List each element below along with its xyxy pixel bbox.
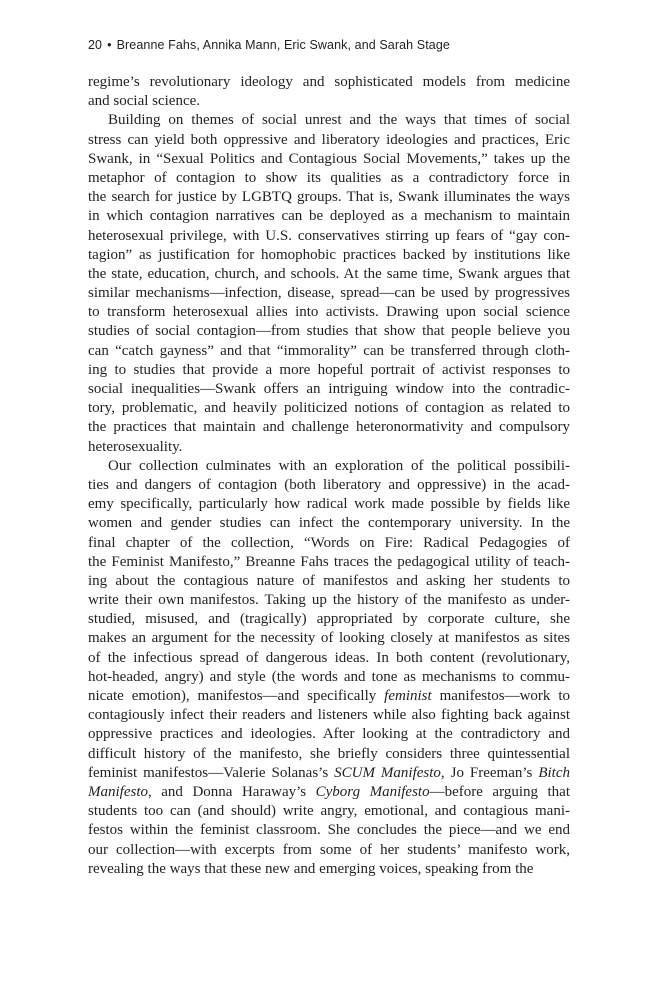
text-run: ties and dangers of contagion (both liberatory and oppressive) in the acad- <box>88 476 570 493</box>
text-line <box>88 303 570 322</box>
italic-text: Cyborg Manifesto <box>315 783 430 800</box>
text-run: studies of social contagion—from studies that show that people believe you <box>88 323 570 340</box>
text-line <box>88 342 570 361</box>
running-head <box>88 38 578 52</box>
text-run: of the infectious spread of dangerous ideas. In both content (revolutionary, <box>88 649 570 666</box>
text-run: Swank, in “Sexual Politics and Contagious Social Movements,” takes up the <box>88 150 570 167</box>
text-line <box>88 265 570 284</box>
paragraph <box>88 111 570 456</box>
text-line <box>88 207 570 226</box>
text-run: social inequalities—Swank offers an intriguing window into the contradic- <box>88 381 570 397</box>
text-run: the search for justice by LGBTQ groups. That is, Swank illuminates the ways <box>88 189 570 206</box>
paragraph <box>88 457 570 879</box>
text-line <box>88 706 570 725</box>
text-line <box>88 111 570 130</box>
text-run: feminist manifestos—Valerie Solanas’s <box>88 764 335 781</box>
text-run: , and Donna Haraway’s <box>148 783 316 800</box>
text-run: ing about the contagious nature of manifestos and asking her students to <box>88 572 570 589</box>
text-line <box>88 610 570 629</box>
text-run: the practices that maintain and challenge heteronormativity and compulsory <box>88 419 570 436</box>
text-run: contagiously infect their readers and listeners while also fighting back against <box>88 707 570 724</box>
text-line <box>88 131 570 150</box>
text-line <box>88 322 570 341</box>
text-run: revealing the ways that these new and emerging voices, speaking from the <box>88 860 534 877</box>
text-line <box>88 169 570 188</box>
text-run: manifestos—work to <box>431 688 570 704</box>
text-line <box>88 457 570 476</box>
text-line <box>88 361 570 380</box>
running-head-separator: • <box>107 38 112 52</box>
text-line <box>88 188 570 207</box>
text-run: heterosexuality. <box>88 438 183 455</box>
text-line <box>88 649 570 668</box>
text-line <box>88 687 570 706</box>
text-line <box>88 764 570 783</box>
text-line <box>88 745 570 764</box>
text-run: difficult history of the manifesto, she briefly considers three quintessential <box>88 745 570 762</box>
text-run: the state, education, church, and schools. At the same time, Swank argues that <box>88 265 570 282</box>
text-run: final chapter of the collection, “Words on Fire: Radical Pedagogies of <box>88 534 570 551</box>
text-line <box>88 534 570 553</box>
body-text <box>88 73 570 879</box>
text-line <box>88 495 570 514</box>
text-line <box>88 380 570 399</box>
text-line <box>88 668 570 687</box>
text-run: —before arguing that <box>429 783 571 800</box>
text-run: write their own manifestos. Taking up the history of the manifesto as under- <box>88 592 570 609</box>
text-run: metaphor of contagion to show its qualities as a contradictory force in <box>88 169 570 186</box>
text-run: festos within the feminist classroom. She concludes the piece—and we end <box>88 822 570 839</box>
text-run: tory, problematic, and heavily politicized notions of contagion as related to <box>88 400 570 417</box>
text-run: oppressive practices and ideologies. After looking at the contradictory and <box>88 726 570 743</box>
text-line <box>88 725 570 744</box>
text-line <box>88 150 570 169</box>
text-run: similar mechanisms—infection, disease, spread—can be used by progressives <box>88 285 570 302</box>
text-run: Building on themes of social unrest and the ways that times of social <box>108 112 570 129</box>
text-run: the Feminist Manifesto,” Breanne Fahs traces the pedagogical utility of teach- <box>88 553 570 570</box>
text-line <box>88 783 570 802</box>
text-line <box>88 438 570 457</box>
text-line <box>88 553 570 572</box>
page-number: 20 <box>88 38 103 52</box>
text-run: makes an argument for the necessity of looking closely at manifestos as sites <box>88 630 570 647</box>
text-line <box>88 821 570 840</box>
italic-text: Manifesto <box>88 783 148 800</box>
text-run: hot-headed, angry) and style (the words and tone as mechanisms to commu- <box>88 668 570 685</box>
text-run: emy specifically, particularly how radical work made possible by fields like <box>88 496 570 513</box>
text-run: women and gender studies can infect the contemporary university. In the <box>88 515 570 532</box>
text-run: nicate emotion), manifestos—and specifically <box>88 688 385 704</box>
paragraph <box>88 73 570 111</box>
text-line <box>88 860 570 879</box>
running-head-authors: Breanne Fahs, Annika Mann, Eric Swank, and Sarah Stage <box>116 38 450 52</box>
text-run: to transform heterosexual allies into activists. Drawing upon social science <box>88 304 570 321</box>
text-line <box>88 514 570 533</box>
text-line <box>88 73 570 92</box>
text-line <box>88 629 570 648</box>
text-line <box>88 284 570 303</box>
text-line <box>88 591 570 610</box>
text-run: and social science. <box>88 93 201 110</box>
text-run: can “catch gayness” and that “immorality” can be transferred through cloth- <box>88 342 570 359</box>
text-line <box>88 418 570 437</box>
italic-text: SCUM Manifesto <box>334 764 441 781</box>
italic-text: feminist <box>384 688 432 704</box>
text-run: students too can (and should) write angry, emotional, and contagious mani- <box>88 803 570 820</box>
text-line <box>88 92 570 111</box>
italic-text: Bitch <box>538 764 570 781</box>
text-run: , Jo Freeman’s <box>440 764 539 781</box>
text-run: heterosexual privilege, with U.S. conservatives stirring up fears of “gay con- <box>88 227 570 244</box>
text-line <box>88 802 570 821</box>
text-line <box>88 476 570 495</box>
text-line <box>88 841 570 860</box>
text-run: our collection—with excerpts from some of her students’ manifesto work, <box>88 841 570 858</box>
text-run: stress can yield both oppressive and liberatory ideologies and practices, Eric <box>88 131 570 148</box>
text-line <box>88 227 570 246</box>
text-run: Our collection culminates with an exploration of the political possibili- <box>108 457 570 474</box>
text-line <box>88 399 570 418</box>
text-line <box>88 246 570 265</box>
text-run: in which contagion narratives can be deployed as a mechanism to maintain <box>88 208 570 225</box>
text-run: tagion” as justification for homophobic practices backed by institutions like <box>88 246 570 263</box>
text-run: regime’s revolutionary ideology and sophisticated models from medicine <box>88 74 570 90</box>
text-line <box>88 572 570 591</box>
text-run: ing to studies that provide a more hopeful portrait of activist responses to <box>88 361 570 378</box>
text-run: studied, misused, and (tragically) appropriated by corporate culture, she <box>88 611 570 628</box>
